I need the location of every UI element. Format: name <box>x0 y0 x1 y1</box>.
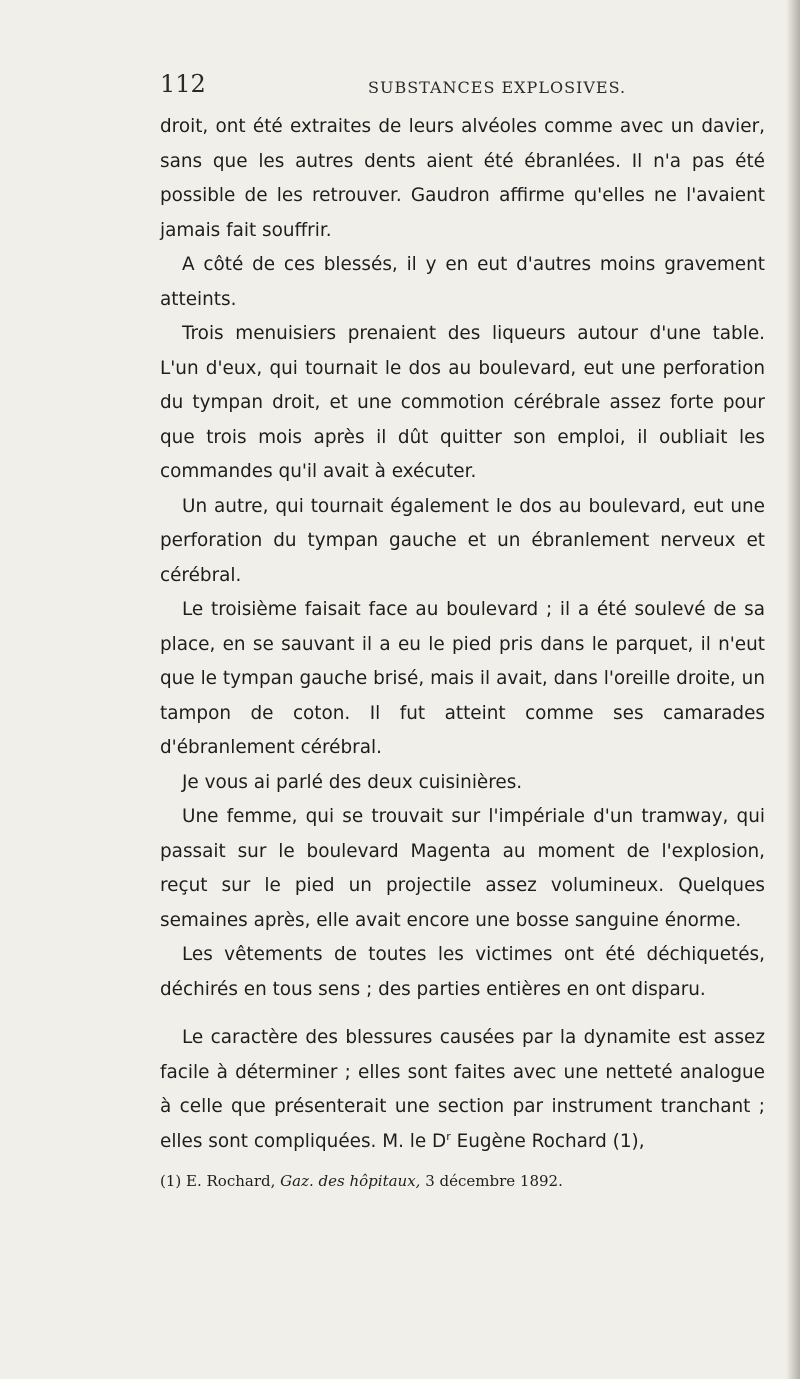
paragraph-7: Une femme, qui se trouvait sur l'impériale d'un tramway, qui passait sur le boulevard Magenta au moment de l'explosion, reçut sur le pied un projectile assez volumineux. Quelques semaines après, elle avait encore une bosse sanguine énorme. <box>160 806 765 931</box>
paragraph-9-end: Eugène Rochard (1), <box>450 1130 645 1152</box>
paragraph-4: Un autre, qui tournait également le dos au boulevard, eut une perforation du tympan gauche et un ébranlement nerveux et cérébral. <box>160 495 765 586</box>
paragraph-6: Je vous ai parlé des deux cuisinières. <box>182 771 523 793</box>
page-edge-shadow <box>786 0 800 1379</box>
footnote <box>160 1170 765 1192</box>
body-text <box>160 110 765 1159</box>
paragraph-3: Trois menuisiers prenaient des liqueurs autour d'une table. L'un d'eux, qui tournait le dos au boulevard, eut une perforation du tympan droit, et une commotion cérébrale assez forte pour que trois mois après il dût quitter son emploi, il oubliait les commandes qu'il avait à exécuter. <box>160 323 765 482</box>
footnote-source: Gaz. des hôpitaux, <box>280 1172 421 1190</box>
page-number: 112 <box>160 70 206 98</box>
paragraph-8: Les vêtements de toutes les victimes ont été déchiquetés, déchirés en tous sens ; des parties entières en ont disparu. <box>160 944 765 1000</box>
doctor-superscript: r <box>446 1129 451 1143</box>
footnote-author: E. Rochard, <box>186 1172 276 1190</box>
running-title: SUBSTANCES EXPLOSIVES. <box>368 78 627 97</box>
footnote-marker: (1) <box>160 1172 182 1190</box>
footnote-date: 3 décembre 1892. <box>425 1172 563 1190</box>
paragraph-2: A côté de ces blessés, il y en eut d'autres moins gravement atteints. <box>160 254 765 310</box>
paragraph-9-text: Le caractère des blessures causées par la dynamite est assez facile à déterminer ; elles sont faites avec une netteté analogue à celle que présenterait une section par instrument tranchant ; elles sont compliquées. M. le D <box>160 1027 765 1152</box>
paragraph-9 <box>160 1021 765 1159</box>
page-header <box>160 70 760 104</box>
paragraph-5: Le troisième faisait face au boulevard ; il a été soulevé de sa place, en se sauvant il a eu le pied pris dans le parquet, il n'eut que le tympan gauche brisé, mais il avait, dans l'oreille droite, un tampon de coton. Il fut atteint comme ses camarades d'ébranlement cérébral. <box>160 599 765 758</box>
paragraph-1: droit, ont été extraites de leurs alvéoles comme avec un davier, sans que les autres dents aient été ébranlées. Il n'a pas été possible de les retrouver. Gaudron affirme qu'elles ne l'avaient jamais fait souffrir. <box>160 116 765 241</box>
